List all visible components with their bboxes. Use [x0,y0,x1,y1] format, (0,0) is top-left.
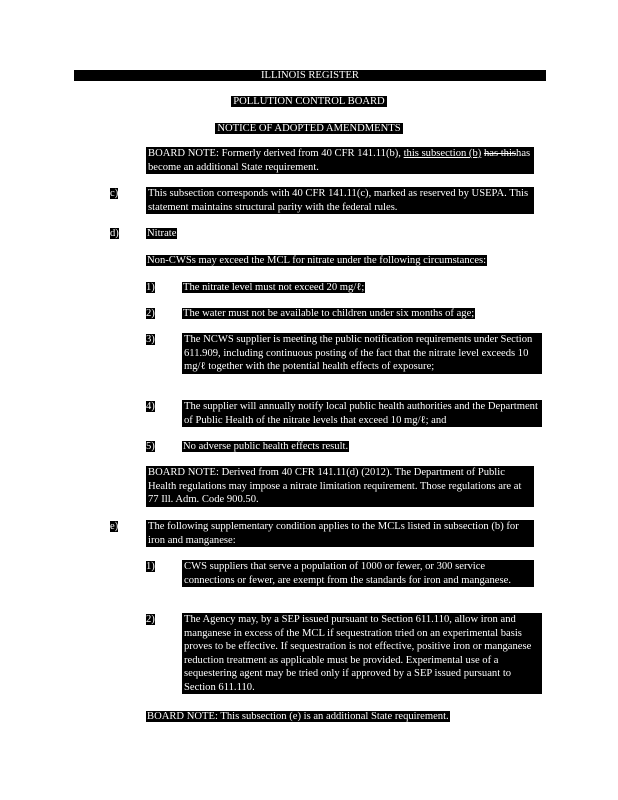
item-d4-text: The supplier will annually notify local public health authorities and the Department of Public Health of the nitrate levels that exceed 10 mg/ℓ; and [182,400,542,427]
notice-title: NOTICE OF ADOPTED AMENDMENTS [217,123,401,134]
item-e1-text: CWS suppliers that serve a population of 1000 or fewer, or 300 service connections or fewer, are exempt from the standards for iron and manganese. [182,560,534,587]
item-d2-text: The water must not be available to children under six months of age; [183,308,475,319]
item-d5-text: No adverse public health effects result. [183,441,349,452]
item-e-label: e) [110,521,119,532]
item-d3-text: The NCWS supplier is meeting the public notification requirements under Section 611.909, including continuous posting of the fact that the nitrate level exceeds 10 mg/ℓ together with the potential health effects of exposure; [182,333,542,374]
item-d-title: Nitrate [147,228,177,239]
item-c-text: This subsection corresponds with 40 CFR 141.11(c), marked as reserved by USEPA. This statement maintains structural parity with the federal rules. [146,187,534,214]
item-e-board-note: BOARD NOTE: This subsection (e) is an additional State requirement. [147,711,449,722]
board-note-formerly-derived: BOARD NOTE: Formerly derived from 40 CFR 141.11(b), this subsection (b) has thishas become an additional State requirement. [146,147,534,174]
item-d1-text: The nitrate level must not exceed 20 mg/ℓ; [183,282,365,293]
item-d-label: d) [110,228,119,239]
struck-text: has this [483,148,517,159]
item-d5-label: 5) [146,441,155,452]
register-title: ILLINOIS REGISTER [261,70,359,81]
item-e1-label: 1) [146,561,155,572]
board-title: POLLUTION CONTROL BOARD [233,96,385,107]
item-d1-label: 1) [146,282,155,293]
item-d2-label: 2) [146,308,155,319]
item-e2-label: 2) [146,614,155,625]
item-e-text: The following supplementary condition applies to the MCLs listed in subsection (b) for iron and manganese: [146,520,534,547]
item-d-board-note: BOARD NOTE: Derived from 40 CFR 141.11(d) (2012). The Department of Public Health regulations may impose a nitrate limitation requirement. Those regulations are at 77 Ill. Adm. Code 900.50. [146,466,534,507]
item-d4-label: 4) [146,401,155,412]
item-e2-text: The Agency may, by a SEP issued pursuant to Section 611.110, allow iron and manganese in excess of the MCL if sequestration tried on an experimental basis proves to be effective. If sequestration is not effective, positive iron or manganese reduction treatment as applicable must be provided. Experimental use of a sequestering agent may be tried only if approved by a SEP issued pursuant to Section 611.110. [182,613,542,694]
inserted-text: this subsection (b) [403,148,482,159]
item-c-label: c) [110,188,119,199]
register-header-bar [74,70,546,81]
item-d3-label: 3) [146,334,155,345]
item-d-intro: Non-CWSs may exceed the MCL for nitrate under the following circumstances: [147,255,487,266]
